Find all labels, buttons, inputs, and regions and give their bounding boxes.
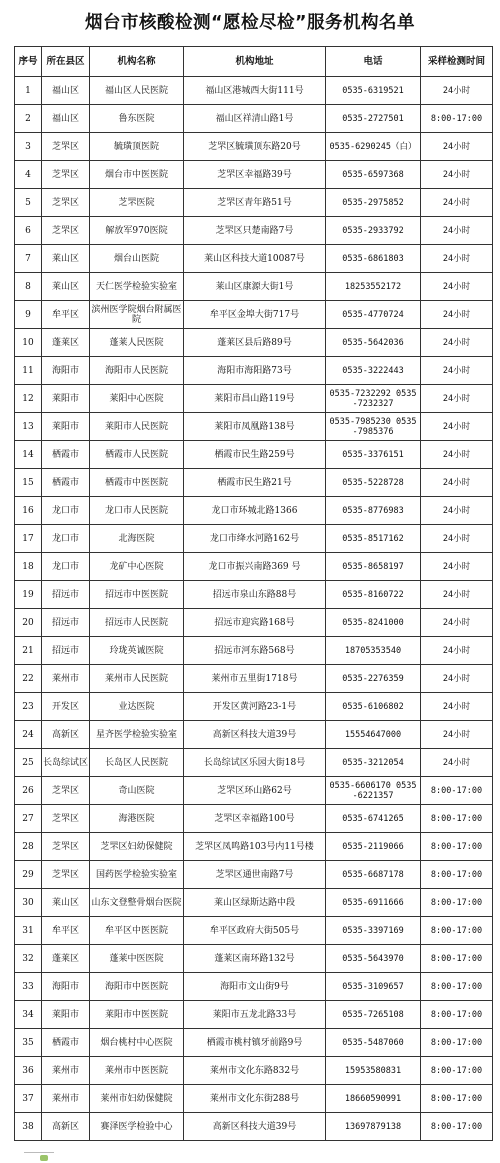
cell-phone: 0535-7232292 0535-7232327 (326, 385, 421, 413)
cell-phone: 0535-6290245（白） (326, 133, 421, 161)
cell-district: 莱州市 (42, 665, 90, 693)
cell-phone: 0535-6861803 (326, 245, 421, 273)
cell-index: 14 (15, 441, 42, 469)
cell-district: 莱山区 (42, 245, 90, 273)
cell-index: 15 (15, 469, 42, 497)
cell-district: 福山区 (42, 77, 90, 105)
cell-hours: 24小时 (421, 329, 493, 357)
table-row (15, 1085, 493, 1113)
institution-table (14, 46, 493, 1141)
cell-address: 龙口市振兴南路369 号 (184, 553, 326, 581)
cell-district: 龙口市 (42, 553, 90, 581)
page-footer-line (24, 1152, 54, 1161)
cell-address: 芝罘区幸福路100号 (184, 805, 326, 833)
cell-hours: 8:00-17:00 (421, 777, 493, 805)
cell-address: 蓬莱区县后路89号 (184, 329, 326, 357)
cell-index: 34 (15, 1001, 42, 1029)
cell-hours: 8:00-17:00 (421, 1057, 493, 1085)
cell-phone: 15554647000 (326, 721, 421, 749)
cell-district: 芝罘区 (42, 833, 90, 861)
cell-hours: 8:00-17:00 (421, 1029, 493, 1057)
header-index: 序号 (15, 47, 42, 77)
cell-hours: 8:00-17:00 (421, 1113, 493, 1141)
cell-phone: 0535-8776983 (326, 497, 421, 525)
cell-hours: 24小时 (421, 581, 493, 609)
cell-institution: 海港医院 (90, 805, 184, 833)
cell-phone: 0535-4770724 (326, 301, 421, 329)
cell-index: 30 (15, 889, 42, 917)
cell-institution: 毓璜顶医院 (90, 133, 184, 161)
header-phone: 电话 (326, 47, 421, 77)
cell-address: 莱州市文化东路832号 (184, 1057, 326, 1085)
table-row (15, 245, 493, 273)
cell-hours: 24小时 (421, 217, 493, 245)
cell-hours: 8:00-17:00 (421, 1085, 493, 1113)
cell-index: 5 (15, 189, 42, 217)
cell-district: 福山区 (42, 105, 90, 133)
cell-institution: 龙矿中心医院 (90, 553, 184, 581)
cell-phone: 0535-5487060 (326, 1029, 421, 1057)
cell-hours: 24小时 (421, 553, 493, 581)
cell-phone: 18660590991 (326, 1085, 421, 1113)
cell-address: 芝罘区通世南路7号 (184, 861, 326, 889)
cell-phone: 18253552172 (326, 273, 421, 301)
header-address: 机构地址 (184, 47, 326, 77)
cell-district: 芝罘区 (42, 805, 90, 833)
cell-hours: 24小时 (421, 441, 493, 469)
cell-index: 3 (15, 133, 42, 161)
cell-hours: 24小时 (421, 749, 493, 777)
cell-district: 高新区 (42, 1113, 90, 1141)
cell-hours: 24小时 (421, 497, 493, 525)
cell-phone: 0535-8160722 (326, 581, 421, 609)
cell-hours: 8:00-17:00 (421, 805, 493, 833)
cell-hours: 8:00-17:00 (421, 105, 493, 133)
table-row (15, 217, 493, 245)
cell-hours: 24小时 (421, 721, 493, 749)
cell-district: 海阳市 (42, 973, 90, 1001)
cell-district: 芝罘区 (42, 217, 90, 245)
table-row (15, 553, 493, 581)
cell-address: 招远市泉山东路88号 (184, 581, 326, 609)
cell-phone: 0535-6741265 (326, 805, 421, 833)
table-row (15, 833, 493, 861)
cell-index: 31 (15, 917, 42, 945)
cell-district: 海阳市 (42, 357, 90, 385)
cell-index: 20 (15, 609, 42, 637)
cell-institution: 栖霞市人民医院 (90, 441, 184, 469)
cell-address: 海阳市海阳路73号 (184, 357, 326, 385)
cell-institution: 莱州市中医医院 (90, 1057, 184, 1085)
cell-hours: 8:00-17:00 (421, 917, 493, 945)
cell-index: 8 (15, 273, 42, 301)
cell-district: 芝罘区 (42, 189, 90, 217)
cell-phone: 0535-3109657 (326, 973, 421, 1001)
cell-hours: 8:00-17:00 (421, 889, 493, 917)
cell-index: 24 (15, 721, 42, 749)
cell-index: 6 (15, 217, 42, 245)
cell-district: 招远市 (42, 581, 90, 609)
cell-phone: 0535-8517162 (326, 525, 421, 553)
cell-district: 莱阳市 (42, 413, 90, 441)
cell-phone: 0535-2119066 (326, 833, 421, 861)
cell-address: 莱山区科技大道10087号 (184, 245, 326, 273)
table-row (15, 749, 493, 777)
cell-phone: 0535-2933792 (326, 217, 421, 245)
cell-hours: 24小时 (421, 189, 493, 217)
cell-phone: 0535-6606170 0535-6221357 (326, 777, 421, 805)
cell-district: 栖霞市 (42, 441, 90, 469)
cell-phone: 0535-5642036 (326, 329, 421, 357)
cell-address: 芝罘区幸福路39号 (184, 161, 326, 189)
cell-district: 招远市 (42, 637, 90, 665)
cell-district: 栖霞市 (42, 469, 90, 497)
cell-institution: 芝罘区妇幼保健院 (90, 833, 184, 861)
cell-institution: 海阳市中医医院 (90, 973, 184, 1001)
cell-address: 招远市河东路568号 (184, 637, 326, 665)
table-row (15, 77, 493, 105)
cell-address: 招远市迎宾路168号 (184, 609, 326, 637)
cell-hours: 24小时 (421, 273, 493, 301)
cell-address: 莱州市五里街1718号 (184, 665, 326, 693)
cell-address: 福山区港城西大街111号 (184, 77, 326, 105)
cell-institution: 蓬莱人民医院 (90, 329, 184, 357)
cell-district: 芝罘区 (42, 777, 90, 805)
cell-address: 蓬莱区南环路132号 (184, 945, 326, 973)
cell-phone: 15953580831 (326, 1057, 421, 1085)
cell-hours: 8:00-17:00 (421, 833, 493, 861)
cell-institution: 鲁东医院 (90, 105, 184, 133)
cell-institution: 莱阳中心医院 (90, 385, 184, 413)
cell-hours: 8:00-17:00 (421, 1001, 493, 1029)
table-row (15, 609, 493, 637)
cell-address: 福山区祥清山路1号 (184, 105, 326, 133)
table-row (15, 161, 493, 189)
cell-hours: 24小时 (421, 133, 493, 161)
cell-hours: 24小时 (421, 413, 493, 441)
cell-phone: 0535-2276359 (326, 665, 421, 693)
table-row (15, 1001, 493, 1029)
cell-index: 36 (15, 1057, 42, 1085)
cell-phone: 0535-6911666 (326, 889, 421, 917)
cell-district: 芝罘区 (42, 133, 90, 161)
cell-institution: 烟台桃村中心医院 (90, 1029, 184, 1057)
table-row (15, 693, 493, 721)
cell-address: 芝罘区毓璜顶东路20号 (184, 133, 326, 161)
cell-hours: 24小时 (421, 357, 493, 385)
table-row (15, 105, 493, 133)
table-row (15, 777, 493, 805)
table-row (15, 917, 493, 945)
cell-address: 莱州市文化东街288号 (184, 1085, 326, 1113)
cell-phone: 0535-8658197 (326, 553, 421, 581)
cell-hours: 24小时 (421, 693, 493, 721)
cell-district: 莱阳市 (42, 1001, 90, 1029)
cell-phone: 0535-3212054 (326, 749, 421, 777)
cell-address: 莱阳市昌山路119号 (184, 385, 326, 413)
cell-hours: 8:00-17:00 (421, 945, 493, 973)
cell-district: 栖霞市 (42, 1029, 90, 1057)
cell-hours: 24小时 (421, 301, 493, 329)
cell-institution: 星齐医学检验实验室 (90, 721, 184, 749)
cell-index: 4 (15, 161, 42, 189)
cell-district: 蓬莱区 (42, 945, 90, 973)
cell-district: 莱州市 (42, 1085, 90, 1113)
cell-hours: 8:00-17:00 (421, 861, 493, 889)
table-row (15, 497, 493, 525)
cell-institution: 长岛区人民医院 (90, 749, 184, 777)
cell-index: 38 (15, 1113, 42, 1141)
cell-index: 32 (15, 945, 42, 973)
table-row (15, 1113, 493, 1141)
page-title: 烟台市核酸检测“愿检尽检”服务机构名单 (84, 13, 415, 33)
cell-district: 莱州市 (42, 1057, 90, 1085)
cell-address: 开发区黄河路23-1号 (184, 693, 326, 721)
cell-hours: 24小时 (421, 245, 493, 273)
cell-institution: 滨州医学院烟台附属医院 (90, 301, 184, 329)
cell-district: 龙口市 (42, 525, 90, 553)
cell-index: 13 (15, 413, 42, 441)
cell-index: 12 (15, 385, 42, 413)
cell-phone: 0535-3376151 (326, 441, 421, 469)
cell-index: 9 (15, 301, 42, 329)
table-row (15, 329, 493, 357)
table-row (15, 973, 493, 1001)
cell-institution: 莱州市妇幼保健院 (90, 1085, 184, 1113)
cell-index: 29 (15, 861, 42, 889)
table-row (15, 357, 493, 385)
cell-address: 长岛综试区乐园大街18号 (184, 749, 326, 777)
cell-index: 16 (15, 497, 42, 525)
cell-phone: 0535-6597368 (326, 161, 421, 189)
cell-phone: 13697879138 (326, 1113, 421, 1141)
table-row (15, 889, 493, 917)
watermark-icon (40, 1155, 48, 1161)
table-row (15, 525, 493, 553)
cell-hours: 24小时 (421, 469, 493, 497)
cell-institution: 招远市中医医院 (90, 581, 184, 609)
cell-index: 23 (15, 693, 42, 721)
cell-hours: 24小时 (421, 385, 493, 413)
cell-phone: 0535-3397169 (326, 917, 421, 945)
cell-address: 莱阳市凤凰路138号 (184, 413, 326, 441)
table-row (15, 665, 493, 693)
cell-hours: 24小时 (421, 665, 493, 693)
cell-institution: 山东文登整骨烟台医院 (90, 889, 184, 917)
cell-address: 高新区科技大道39号 (184, 1113, 326, 1141)
cell-institution: 北海医院 (90, 525, 184, 553)
cell-address: 海阳市文山街9号 (184, 973, 326, 1001)
cell-phone: 0535-2727501 (326, 105, 421, 133)
cell-institution: 解放军970医院 (90, 217, 184, 245)
cell-district: 开发区 (42, 693, 90, 721)
cell-address: 栖霞市民生路21号 (184, 469, 326, 497)
cell-institution: 莱州市人民医院 (90, 665, 184, 693)
cell-phone: 0535-2975852 (326, 189, 421, 217)
cell-institution: 海阳市人民医院 (90, 357, 184, 385)
cell-institution: 玲珑英诚医院 (90, 637, 184, 665)
cell-index: 2 (15, 105, 42, 133)
cell-phone: 0535-7265108 (326, 1001, 421, 1029)
cell-address: 莱山区康源大街1号 (184, 273, 326, 301)
cell-district: 莱山区 (42, 889, 90, 917)
cell-institution: 奇山医院 (90, 777, 184, 805)
cell-district: 莱山区 (42, 273, 90, 301)
table-row (15, 301, 493, 329)
table-row (15, 1029, 493, 1057)
cell-hours: 24小时 (421, 161, 493, 189)
table-header-row (15, 47, 493, 77)
cell-index: 1 (15, 77, 42, 105)
cell-institution: 烟台山医院 (90, 245, 184, 273)
cell-address: 栖霞市桃村镇牙前路9号 (184, 1029, 326, 1057)
cell-institution: 莱阳市中医医院 (90, 1001, 184, 1029)
cell-institution: 龙口市人民医院 (90, 497, 184, 525)
cell-phone: 0535-7985230 0535-7985376 (326, 413, 421, 441)
cell-index: 35 (15, 1029, 42, 1057)
table-row (15, 273, 493, 301)
cell-institution: 栖霞市中医医院 (90, 469, 184, 497)
cell-index: 19 (15, 581, 42, 609)
table-row (15, 413, 493, 441)
cell-hours: 24小时 (421, 77, 493, 105)
table-row (15, 441, 493, 469)
cell-institution: 福山区人民医院 (90, 77, 184, 105)
cell-index: 25 (15, 749, 42, 777)
cell-phone: 0535-5228728 (326, 469, 421, 497)
table-row (15, 133, 493, 161)
cell-institution: 天仁医学检验实验室 (90, 273, 184, 301)
cell-hours: 24小时 (421, 637, 493, 665)
header-institution: 机构名称 (90, 47, 184, 77)
cell-address: 芝罘区凤鸣路103号内11号楼 (184, 833, 326, 861)
cell-district: 高新区 (42, 721, 90, 749)
cell-index: 28 (15, 833, 42, 861)
cell-index: 17 (15, 525, 42, 553)
cell-district: 长岛综试区 (42, 749, 90, 777)
table-row (15, 1057, 493, 1085)
cell-index: 18 (15, 553, 42, 581)
cell-hours: 8:00-17:00 (421, 973, 493, 1001)
cell-address: 栖霞市民生路259号 (184, 441, 326, 469)
cell-phone: 0535-6319521 (326, 77, 421, 105)
cell-institution: 蓬莱中医医院 (90, 945, 184, 973)
cell-address: 莱阳市五龙北路33号 (184, 1001, 326, 1029)
cell-index: 11 (15, 357, 42, 385)
cell-address: 高新区科技大道39号 (184, 721, 326, 749)
cell-institution: 莱阳市人民医院 (90, 413, 184, 441)
cell-address: 芝罘区青年路51号 (184, 189, 326, 217)
cell-hours: 24小时 (421, 525, 493, 553)
cell-index: 26 (15, 777, 42, 805)
cell-address: 牟平区政府大街505号 (184, 917, 326, 945)
cell-address: 龙口市绛水河路162号 (184, 525, 326, 553)
cell-district: 芝罘区 (42, 861, 90, 889)
table-row (15, 861, 493, 889)
cell-district: 牟平区 (42, 301, 90, 329)
cell-index: 33 (15, 973, 42, 1001)
cell-phone: 0535-3222443 (326, 357, 421, 385)
cell-institution: 芝罘医院 (90, 189, 184, 217)
cell-institution: 业达医院 (90, 693, 184, 721)
cell-phone: 0535-8241000 (326, 609, 421, 637)
table-row (15, 469, 493, 497)
table-row (15, 637, 493, 665)
table-row (15, 189, 493, 217)
cell-institution: 牟平区中医医院 (90, 917, 184, 945)
cell-district: 莱阳市 (42, 385, 90, 413)
cell-institution: 赛泽医学检验中心 (90, 1113, 184, 1141)
table-row (15, 945, 493, 973)
cell-phone: 0535-5643970 (326, 945, 421, 973)
table-row (15, 581, 493, 609)
cell-phone: 0535-6687178 (326, 861, 421, 889)
header-hours: 采样检测时间 (421, 47, 493, 77)
cell-index: 7 (15, 245, 42, 273)
cell-institution: 招远市人民医院 (90, 609, 184, 637)
cell-address: 芝罘区环山路62号 (184, 777, 326, 805)
cell-phone: 0535-6106802 (326, 693, 421, 721)
cell-index: 27 (15, 805, 42, 833)
cell-hours: 24小时 (421, 609, 493, 637)
cell-institution: 国药医学检验实验室 (90, 861, 184, 889)
cell-address: 芝罘区只楚南路7号 (184, 217, 326, 245)
cell-district: 牟平区 (42, 917, 90, 945)
cell-phone: 18705353540 (326, 637, 421, 665)
cell-index: 22 (15, 665, 42, 693)
cell-address: 莱山区绿斯达路中段 (184, 889, 326, 917)
header-district: 所在县区 (42, 47, 90, 77)
cell-district: 招远市 (42, 609, 90, 637)
cell-address: 牟平区金埠大街717号 (184, 301, 326, 329)
cell-district: 蓬莱区 (42, 329, 90, 357)
cell-district: 龙口市 (42, 497, 90, 525)
table-row (15, 385, 493, 413)
cell-district: 芝罘区 (42, 161, 90, 189)
table-row (15, 721, 493, 749)
cell-index: 37 (15, 1085, 42, 1113)
table-row (15, 805, 493, 833)
cell-index: 10 (15, 329, 42, 357)
cell-address: 龙口市环城北路1366 (184, 497, 326, 525)
cell-institution: 烟台市中医医院 (90, 161, 184, 189)
table-body (15, 77, 493, 1141)
cell-index: 21 (15, 637, 42, 665)
